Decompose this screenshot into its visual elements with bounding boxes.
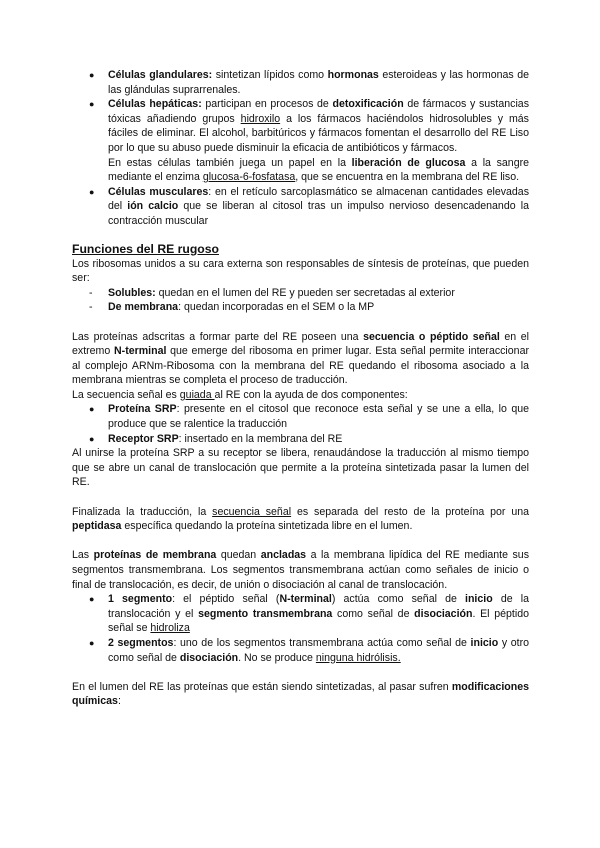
term: Solubles: [108, 286, 156, 299]
term-hepatic: Células hepáticas: [108, 98, 202, 111]
term: inicio [470, 636, 499, 649]
text: de la translocación y el [108, 593, 529, 620]
srp-list [72, 402, 529, 446]
list-item-receptor [72, 432, 529, 447]
term: N-terminal [279, 593, 332, 606]
term: Proteína SRP [108, 403, 177, 416]
term: segmento transmembrana [198, 607, 333, 620]
protein-types-list [72, 286, 529, 315]
term: detoxificación [332, 98, 404, 111]
underlined-term: hidroxilo [240, 112, 281, 125]
paragraph-release: Al unirse la proteína SRP a su receptor se libera, renaudándose la traducción al mismo tiempo que se abre un canal de translocación que permite a la proteína sintetizada pasar la lumen del RE. [72, 447, 529, 489]
term: 2 segmentos [108, 636, 174, 649]
text: que se liberan al citosol tras un impulso nervioso desencadenando la contracción muscular [108, 200, 529, 227]
text: a la membrana lipídica del RE mediante sus segmentos transmembrana. Los segmentos transmembrana actúan como señales de inicio o final de translocación, es decir, de unión o disociación al canal de translocación. [72, 549, 530, 591]
text: en el extremo [72, 330, 529, 358]
paragraph-signal [72, 330, 529, 388]
text: : en el retículo sarcoplasmático se almacenan cantidades elevadas del [108, 185, 529, 213]
text: Las proteínas adscritas a formar parte del RE poseen una [72, 330, 364, 343]
term: peptidasa [72, 520, 122, 533]
text: como señal de [332, 607, 415, 620]
paragraph-peptidase [72, 505, 529, 534]
text: Las [72, 549, 94, 562]
term: proteínas de membrana [93, 549, 217, 562]
text: esteroideas y las hormonas de las glándulas suprarrenales. [108, 69, 529, 96]
text: es separada del resto de la proteína por una [291, 505, 529, 518]
segments-list [72, 592, 529, 665]
term: modificaciones químicas [72, 680, 529, 708]
term: inicio [465, 593, 493, 606]
text: La secuencia señal es [72, 388, 180, 401]
list-item-hepatic [72, 97, 529, 185]
text: . El péptido señal se [108, 607, 529, 635]
text: a la sangre mediante el enzima [108, 156, 530, 184]
text: En estas células también juega un papel en la [108, 156, 352, 169]
paragraph-modifications [72, 680, 529, 709]
text: específica quedando la proteína sintetizada libre en el lumen. [121, 520, 413, 533]
list-item-soluble [72, 286, 529, 301]
list-item-muscle [72, 185, 529, 229]
list-item-membrane [72, 300, 529, 315]
text: sintetizan lípidos como [212, 69, 328, 81]
text: En el lumen del RE las proteínas que están siendo sintetizadas, al pasar sufren [72, 680, 452, 693]
list-item-one-segment [72, 592, 529, 636]
list-item-srp [72, 402, 529, 431]
paragraph-membrane-proteins [72, 548, 529, 592]
section-heading: Funciones del RE rugoso [72, 241, 219, 256]
text: al RE con la ayuda de dos componentes: [214, 388, 408, 401]
text: que emerge del ribosoma en primer lugar. Esta señal permite interaccionar al complejo ARNm-Ribosoma con la membrana del RE quedando el ribosoma asociado a la membrana mientras se completa el proceso de traducción. [72, 345, 529, 387]
text: quedan [216, 549, 261, 562]
term: N-terminal [114, 345, 167, 358]
text: Finalizada la traducción, la [72, 505, 213, 518]
term: liberación de glucosa [351, 156, 466, 169]
cell-types-list [72, 68, 529, 229]
term: 1 segmento [108, 593, 173, 606]
paragraph-guided [72, 388, 529, 403]
term: ión calcio [127, 200, 179, 213]
term: secuencia o péptido señal [363, 330, 500, 343]
intro-paragraph: Los ribosomas unidos a su cara externa son responsables de síntesis de proteínas, que pueden ser: [72, 257, 529, 285]
text: participan en procesos de [201, 98, 333, 111]
text: quedan en el lumen del RE y pueden ser secretadas al exterior [155, 286, 455, 299]
term: hormonas [327, 69, 379, 81]
list-item-two-segments [72, 636, 529, 665]
underlined-term: glucosa-6-fosfatasa [202, 171, 296, 184]
text: : insertado en la membrana del RE [178, 432, 343, 445]
text: . No se produce [238, 651, 316, 664]
text: , que se encuentra en la membrana del RE liso. [295, 171, 520, 184]
document-page [72, 68, 529, 709]
term: Receptor SRP [108, 432, 179, 445]
text: : el péptido señal ( [172, 593, 280, 606]
underlined-term: ninguna hidrólisis. [315, 651, 401, 664]
text: : presente en el citosol que reconoce esta señal y se une a ella, lo que produce que se ralentice la traducción [108, 403, 529, 431]
underlined-term: secuencia señal [212, 505, 292, 518]
term: disociación [179, 651, 239, 664]
underlined-term: hidroliza [150, 622, 190, 635]
text: : uno de los segmentos transmembrana actúa como señal de [173, 636, 471, 649]
text: : [117, 695, 121, 708]
term-muscle: Células musculares [108, 185, 209, 198]
text: de fármacos y sustancias tóxicas añadiendo grupos [108, 98, 529, 125]
term: ancladas [260, 549, 307, 562]
term: De membrana [108, 301, 179, 314]
text: y otro como señal de [108, 636, 529, 664]
term: disociación [414, 607, 473, 620]
list-item-glandular [72, 68, 529, 97]
term-glandular: Células glandulares: [108, 69, 213, 81]
text: a los fármacos haciéndolos hidrosolubles y más fáciles de eliminar. El alcohol, barbitúricos y fármacos fomentan el desarrollo del RE Liso por lo que su abuso puede disminuir la eficacia de antibióticos y fármacos. [108, 112, 529, 154]
text: : quedan incorporadas en el SEM o la MP [178, 301, 375, 314]
text: ) actúa como señal de [331, 593, 466, 606]
underlined-term: guiada [179, 388, 215, 401]
